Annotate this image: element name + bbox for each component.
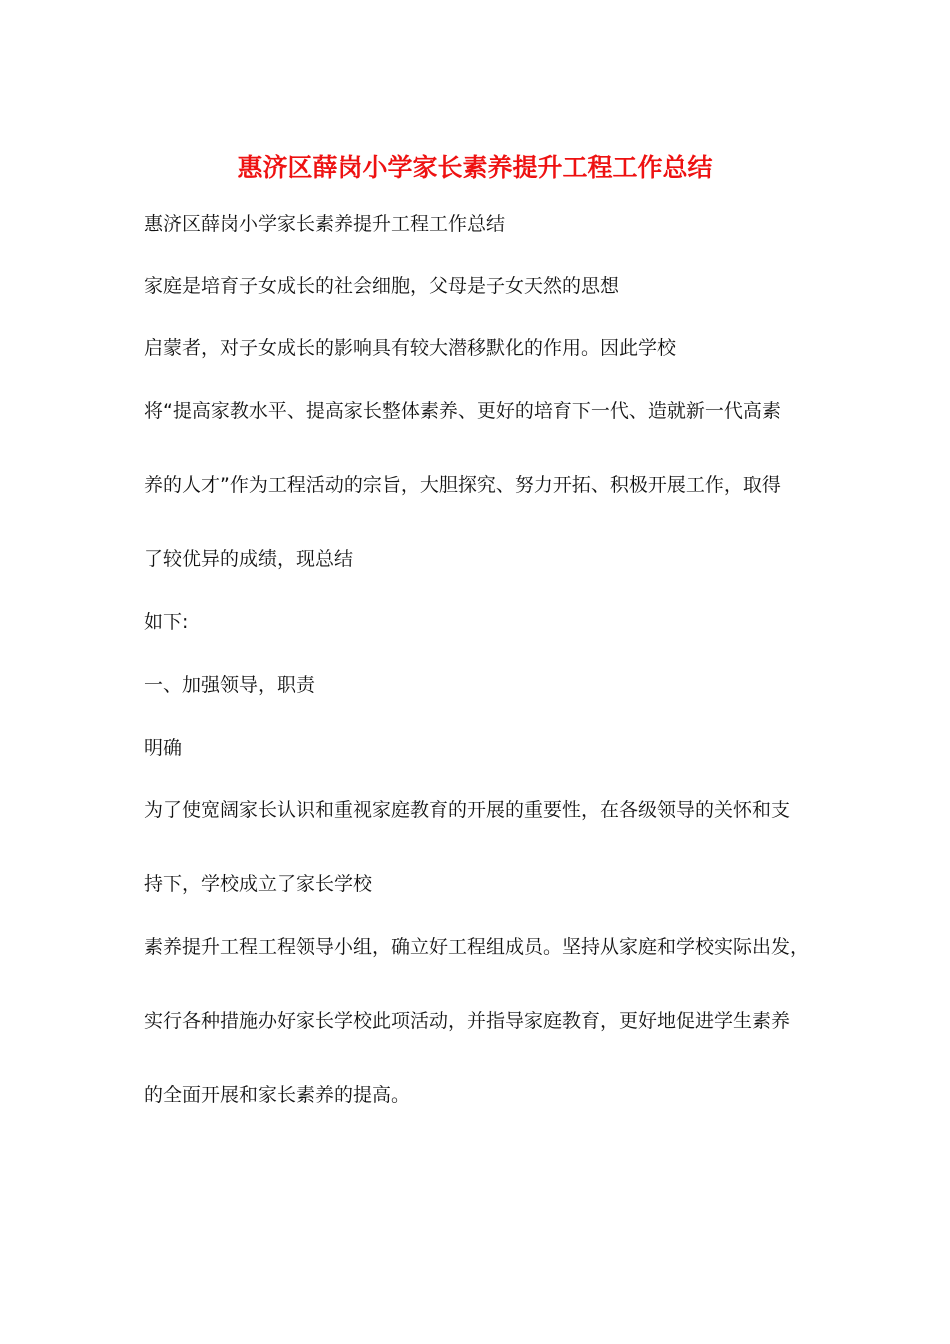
paragraph-line: 养的人才”作为工程活动的宗旨，大胆探究、努力开拓、积极开展工作，取得 bbox=[144, 474, 781, 496]
section-heading-continued: 明确 bbox=[144, 737, 183, 759]
paragraph-line: 了较优异的成绩，现总结 bbox=[144, 548, 354, 570]
paragraph-line: 如下: bbox=[144, 611, 189, 633]
paragraph-line: 启蒙者，对子女成长的影响具有较大潜移默化的作用。因此学校 bbox=[144, 337, 677, 359]
paragraph-line: 持下，学校成立了家长学校 bbox=[144, 873, 373, 895]
paragraph-line: 为了使宽阔家长认识和重视家庭教育的开展的重要性，在各级领导的关怀和支 bbox=[144, 799, 791, 821]
document-title: 惠济区薛岗小学家长素养提升工程工作总结 bbox=[237, 153, 713, 182]
paragraph-line: 将“提高家教水平、提高家长整体素养、更好的培育下一代、造就新一代高素 bbox=[144, 400, 781, 422]
paragraph-line: 实行各种措施办好家长学校此项活动，并指导家庭教育，更好地促进学生素养 bbox=[144, 1010, 791, 1032]
paragraph-line: 惠济区薛岗小学家长素养提升工程工作总结 bbox=[144, 213, 506, 235]
section-heading: 一、加强领导，职责 bbox=[144, 674, 316, 696]
paragraph-line: 的全面开展和家长素养的提高。 bbox=[144, 1084, 411, 1106]
paragraph-line: 家庭是培育子女成长的社会细胞，父母是子女天然的思想 bbox=[144, 275, 620, 297]
paragraph-line: 素养提升工程工程领导小组，确立好工程组成员。坚持从家庭和学校实际出发， bbox=[144, 936, 810, 958]
